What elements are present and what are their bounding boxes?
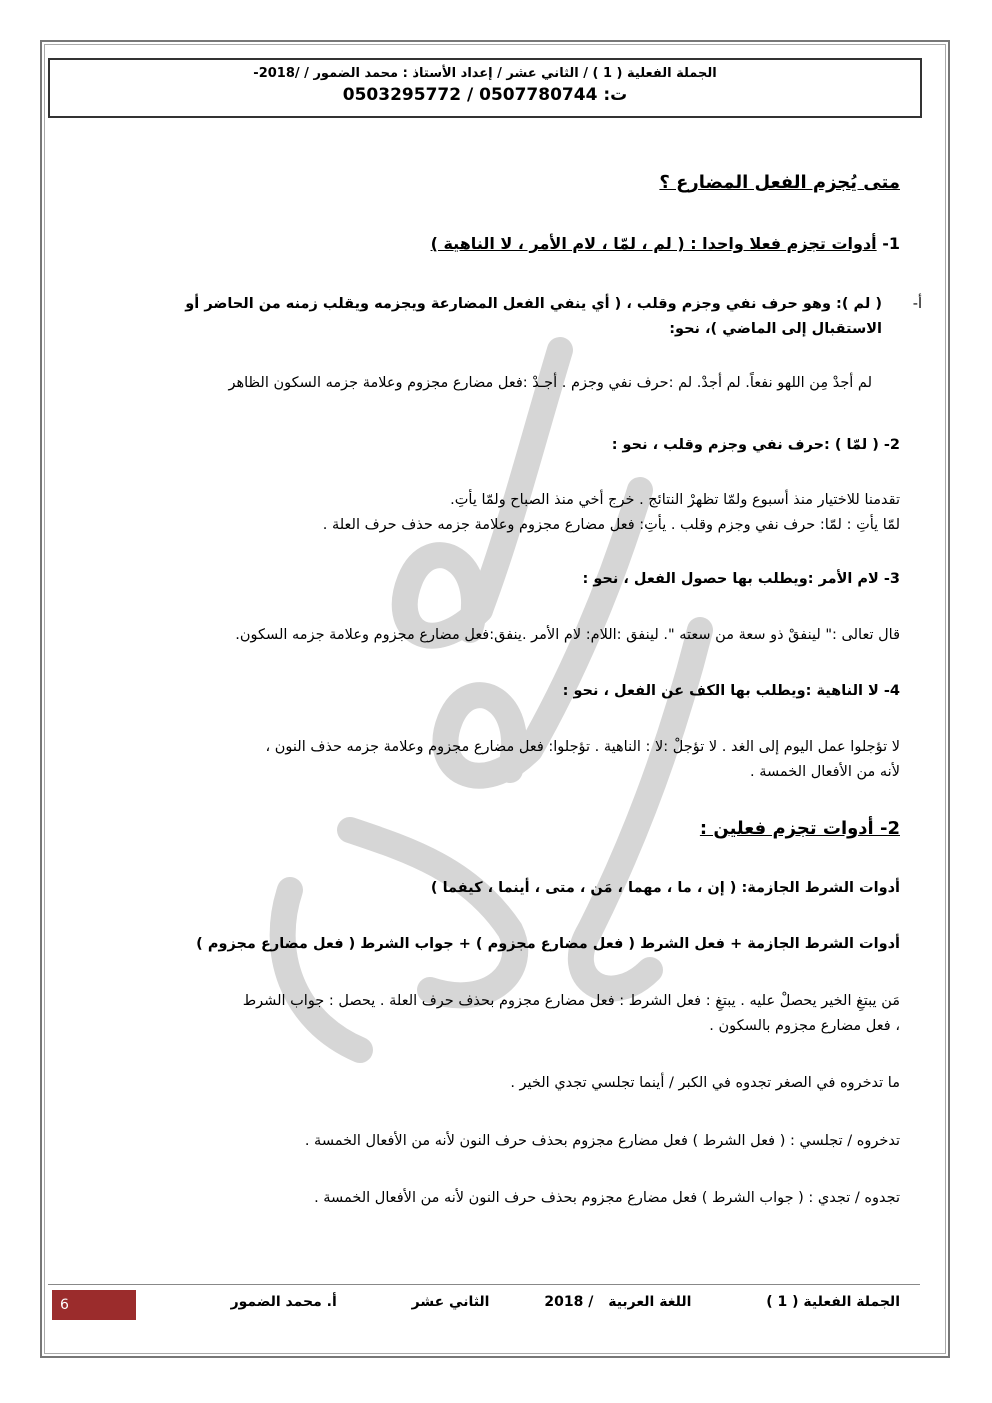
header-title: الجملة الفعلية ( 1 ) / الثاني عشر / إعداد الأستاذ : محمد الضمور / /2018- (253, 66, 717, 81)
conditional-tools: أدوات الشرط الجازمة: ( إن ، ما ، مهما ، مَن ، متى ، أينما ، كيفما ) (430, 880, 900, 896)
item2-example1: تقدمنا للاختيار منذ أسبوع ولمّا تظهرْ النتائج . خرج أخي منذ الصباح ولمّا يأتِ. (450, 492, 900, 508)
section2-example3: ما تدخروه في الصغر تجدوه في الكبر / أينما تجلسي تجدي الخير . (510, 1075, 900, 1091)
footer-teacher: أ. محمد الضمور (230, 1294, 337, 1310)
section2-heading: 2- أدوات تجزم فعلين : (699, 818, 900, 839)
footer (231, 1294, 900, 1310)
item2-heading: 2- ( لمّا ) :حرف نفي وجزم وقلب ، نحو : (611, 437, 900, 453)
item-a-line1: ( لم ): وهو حرف نفي وجزم وقلب ، ( أي ينفي الفعل المضارعة ويجزمه ويقلب زمنه من الحاضر أو (185, 296, 882, 312)
header-box (48, 58, 922, 118)
item3-example: قال تعالى :" لينفقْ ذو سعة من سعته ". لينفق :اللام: لام الأمر .ينفق:فعل مضارع مجزوم وعلامة جزمه السكون. (235, 627, 900, 643)
section2-example1: مَن يبتغِ الخير يحصلْ عليه . يبتغِ : فعل الشرط : فعل مضارع مجزوم بحذف حرف العلة . يحصل : جواب الشرط (242, 993, 900, 1009)
item2-example2: لمّا يأتِ : لمّا: حرف نفي وجزم وقلب . يأتِ: فعل مضارع مجزوم وعلامة جزمه حذف حرف العلة . (322, 517, 900, 533)
section2-example4: تدخروه / تجلسي : ( فعل الشرط ) فعل مضارع مجزوم بحذف حرف النون لأنه من الأفعال الخمسة . (304, 1133, 900, 1149)
conditional-formula: أدوات الشرط الجازمة + فعل الشرط ( فعل مضارع مجزوم ) + جواب الشرط ( فعل مضارع مجزوم ) (196, 936, 900, 952)
item-a-marker: أ- (912, 296, 922, 312)
footer-grade: الثاني عشر (411, 1294, 490, 1310)
section2-example5: تجدوه / تجدي : ( جواب الشرط ) فعل مضارع مجزوم بحذف حرف النون لأنه من الأفعال الخمسة . (314, 1190, 900, 1206)
section1-text: أدوات تجزم فعلا واحدا : ( لم ، لمّا ، لام الأمر ، لا الناهية ) (430, 234, 877, 253)
item4-example2: لأنه من الأفعال الخمسة . (749, 764, 900, 780)
section1-heading (431, 234, 900, 253)
footer-year: / 2018 (544, 1294, 594, 1310)
footer-rule (48, 1284, 920, 1285)
item3-heading: 3- لام الأمر :ويطلب بها حصول الفعل ، نحو : (582, 571, 900, 587)
footer-subject: اللغة العربية (608, 1294, 692, 1310)
footer-topic: الجملة الفعلية ( 1 ) (766, 1294, 900, 1310)
item-a-line2: الاستقبال إلى الماضي )، نحو: (669, 321, 882, 337)
item-a-example: لم أجدْ مِن اللهو نفعاً. لم أجدْ. لم :حرف نفي وجزم . أجـدْ :فعل مضارع مجزوم وعلامة جزمه السكون الظاهر (228, 375, 872, 391)
item4-example1: لا تؤجلوا عمل اليوم إلى الغد . لا تؤجلْ :لا : الناهية . تؤجلوا: فعل مضارع مجزوم وعلامة جزمه حذف النون ، (265, 739, 900, 755)
item4-heading: 4- لا الناهية :ويطلب بها الكف عن الفعل ، نحو : (562, 683, 900, 699)
page-title: متى يُجزم الفعل المضارع ؟ (659, 172, 900, 193)
section2-example2: ، فعل مضارع مجزوم بالسكون . (709, 1018, 900, 1034)
page-number: 6 (52, 1290, 136, 1320)
section1-number: 1- (882, 234, 900, 253)
header-phones: ت: 0507780744 / 0503295772 (342, 85, 628, 105)
